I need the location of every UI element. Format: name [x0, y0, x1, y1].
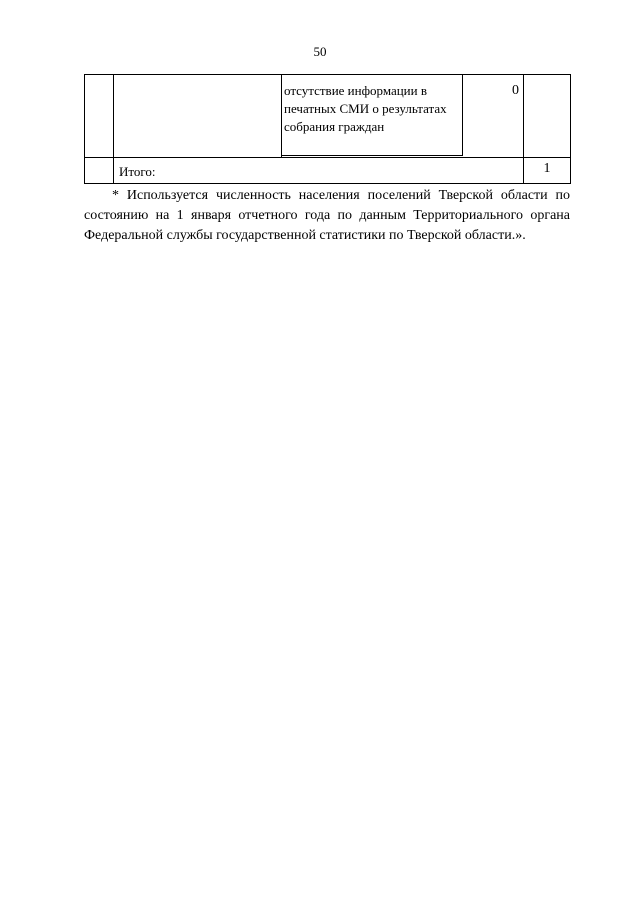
inner-bottom-border — [282, 155, 463, 156]
points-cell — [524, 75, 571, 158]
inner-divider — [462, 75, 463, 155]
footnote: * Используется численность населения поселений Тверской области по состоянию на 1 января отчетного года по данным Территориального органа Федеральной службы государственной статистики по Тверской области.». — [84, 188, 570, 243]
page-number: 50 — [313, 44, 327, 59]
table-row — [85, 75, 571, 158]
number-cell — [85, 75, 114, 158]
total-value-cell — [524, 158, 571, 184]
total-number-cell — [85, 158, 114, 184]
indicator-cell — [282, 75, 524, 158]
total-row — [85, 158, 571, 184]
indicator-text: отсутствие информации в печатных СМИ о результатах собрания граждан — [284, 83, 447, 134]
score-value: 0 — [512, 83, 519, 98]
total-label: Итого: — [119, 164, 156, 179]
criteria-table — [84, 74, 571, 184]
total-label-cell — [114, 158, 524, 184]
indicator-inner — [282, 75, 523, 157]
name-cell — [114, 75, 282, 158]
total-value: 1 — [543, 161, 551, 176]
